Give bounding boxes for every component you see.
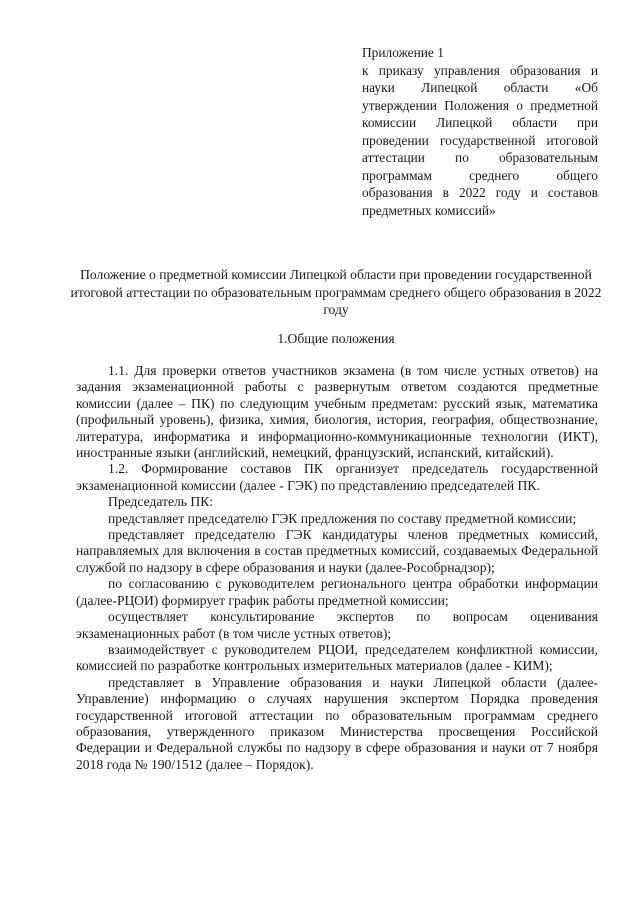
paragraph-duty-1: представляет председателю ГЭК предложения по составу предметной комиссии; (108, 510, 577, 526)
document-body (76, 363, 598, 773)
paragraph-1-1: 1.1. Для проверки ответов участников экзамена (в том числе устных ответов) на задания экзаменационной работы с развернутым ответом создаются предметные комиссии (далее – ПК) по следующим учебным предметам: русский язык, математика (профильный уровень), физика, химия, биология, история, география, обществознание, литература, информатика и информационно-коммуникационные технологии (ИКТ), иностранные языки (английский, немецкий, французский, испанский, китайский). (76, 363, 598, 461)
document-title: Положение о предметной комиссии Липецкой области при проведении государственной итоговой аттестации по образовательным программам среднего общего образования в 2022 году (70, 267, 602, 317)
section-title: 1.Общие положения (277, 331, 395, 346)
paragraph-duty-5: взаимодействует с руководителем РЦОИ, председателем конфликтной комиссии, комиссией по разработке контрольных измерительных материалов (далее - КИМ); (76, 641, 598, 674)
appendix-note (362, 44, 598, 219)
paragraph-chairman: Председатель ПК: (108, 494, 214, 510)
paragraph-duty-2: представляет председателю ГЭК кандидатуры членов предметных комиссий, направляемых для включения в состав предметных комиссий, создаваемых Федеральной службой по надзору в сфере образования и науки (далее-Рособрнадзор); (76, 527, 598, 575)
paragraph-1-2: 1.2. Формирование составов ПК организует председатель государственной экзаменационной комиссии (далее - ГЭК) по представлению председателей ПК. (76, 461, 598, 493)
paragraph-duty-3: по согласованию с руководителем регионального центра обработки информации (далее-РЦОИ) формирует график работы предметной комиссии; (76, 576, 598, 608)
appendix-number: Приложение 1 (362, 45, 444, 60)
paragraph-duty-6: представляет в Управление образования и науки Липецкой области (далее- Управление) информацию о случаях нарушения экспертом Порядка проведения государственной итоговой аттестации по образовательным программам среднего образования, утвержденного приказом Министерства просвещения Российской Федерации и Федеральной службы по надзору в сфере образования и науки от 7 ноября 2018 года № 190/1512 (далее – Порядок). (76, 674, 598, 772)
paragraph-duty-4: осуществляет консультирование экспертов по вопросам оценивания экзаменационных работ (в том числе устных ответов); (76, 609, 598, 641)
appendix-reference: к приказу управления образования и науки Липецкой области «Об утверждении Положения о предметной комиссии Липецкой области при проведении государственной итоговой аттестации по образовательным программам среднего общего образования в 2022 году и составов предметных комиссий» (362, 62, 598, 218)
